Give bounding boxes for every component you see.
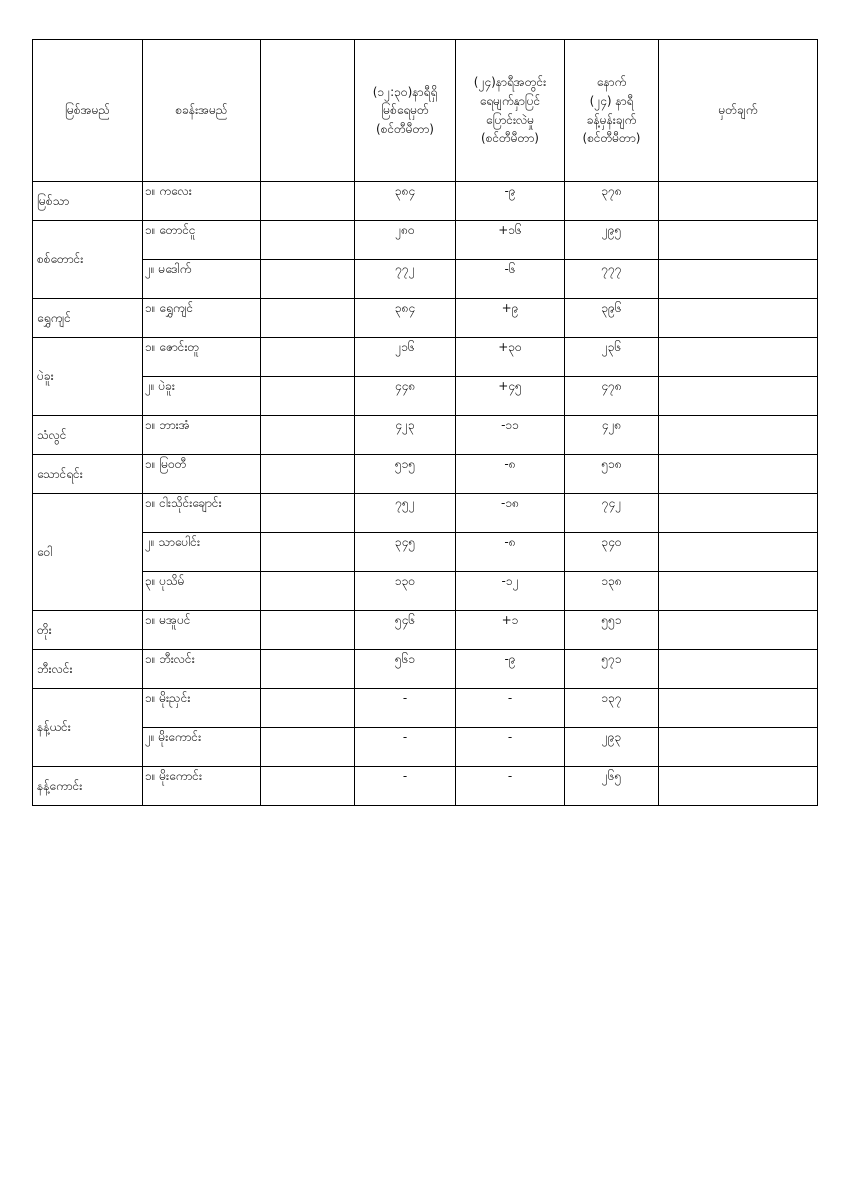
table-row <box>33 416 818 455</box>
blank-cell <box>261 416 355 455</box>
change-cell: - <box>456 728 565 767</box>
forecast-cell: ၃၇၈ <box>565 182 659 221</box>
current-level-cell: ၇၅၂ <box>355 494 456 533</box>
change-cell: +၄၅ <box>456 377 565 416</box>
table-row <box>33 650 818 689</box>
change-cell: -၉ <box>456 650 565 689</box>
header-forecast: နောက် (၂၄) နာရီ ခန့်မှန်းချက် (စင်တီမီတာ) <box>565 40 659 182</box>
table-row <box>33 611 818 650</box>
current-level-cell: - <box>355 767 456 806</box>
blank-cell <box>261 377 355 416</box>
river-name-cell: ရွှေကျင် <box>33 299 143 338</box>
header-remarks: မှတ်ချက် <box>659 40 818 182</box>
change-cell: -၈ <box>456 455 565 494</box>
forecast-cell: ၄၂၈ <box>565 416 659 455</box>
blank-cell <box>261 650 355 689</box>
change-cell: +၃၀ <box>456 338 565 377</box>
station-name-cell: ၂။ မဒေါက် <box>143 260 261 299</box>
table-row <box>33 728 818 767</box>
table-row <box>33 455 818 494</box>
remarks-cell <box>659 611 818 650</box>
change-cell: +၁၆ <box>456 221 565 260</box>
change-cell: -၁၁ <box>456 416 565 455</box>
blank-cell <box>261 533 355 572</box>
table-row <box>33 377 818 416</box>
river-name-cell: မြစ်သာ <box>33 182 143 221</box>
current-level-cell: ၁၃၀ <box>355 572 456 611</box>
river-name-cell: ဝေါ <box>33 494 143 611</box>
forecast-cell: ၂၉၃ <box>565 728 659 767</box>
forecast-cell: ၁၃၈ <box>565 572 659 611</box>
station-name-cell: ၂။ ပဲခူး <box>143 377 261 416</box>
river-name-cell: ပဲခူး <box>33 338 143 416</box>
blank-cell <box>261 221 355 260</box>
forecast-cell: ၅၇၁ <box>565 650 659 689</box>
change-cell: -၁၈ <box>456 494 565 533</box>
blank-cell <box>261 299 355 338</box>
forecast-cell: ၇၇၇ <box>565 260 659 299</box>
station-name-cell: ၁။ မိုးကောင်း <box>143 767 261 806</box>
current-level-cell: ၃၈၄ <box>355 299 456 338</box>
station-name-cell: ၁။ ကလေး <box>143 182 261 221</box>
header-current-level: (၁၂:၃၀)နာရီရှိ မြစ်ရေမှတ် (စင်တီမီတာ) <box>355 40 456 182</box>
remarks-cell <box>659 377 818 416</box>
forecast-cell: ၅၁၈ <box>565 455 659 494</box>
river-name-cell: သောင်ရင်း <box>33 455 143 494</box>
station-name-cell: ၁။ မအူပင် <box>143 611 261 650</box>
current-level-cell: ၄၂၃ <box>355 416 456 455</box>
current-level-cell: ၂၁၆ <box>355 338 456 377</box>
header-river: မြစ်အမည် <box>33 40 143 182</box>
change-cell: - <box>456 689 565 728</box>
remarks-cell <box>659 767 818 806</box>
blank-cell <box>261 260 355 299</box>
table-row <box>33 767 818 806</box>
station-name-cell: ၃။ ပုသိမ် <box>143 572 261 611</box>
river-name-cell: နန့်ယင်း <box>33 689 143 767</box>
remarks-cell <box>659 455 818 494</box>
blank-cell <box>261 338 355 377</box>
blank-cell <box>261 455 355 494</box>
table-row <box>33 182 818 221</box>
forecast-cell: ၇၄၂ <box>565 494 659 533</box>
change-cell: +၁ <box>456 611 565 650</box>
table-row <box>33 260 818 299</box>
remarks-cell <box>659 260 818 299</box>
current-level-cell: ၅၆၁ <box>355 650 456 689</box>
station-name-cell: ၁။ ဘီးလင်း <box>143 650 261 689</box>
river-level-table <box>32 39 818 806</box>
current-level-cell: - <box>355 689 456 728</box>
forecast-cell: ၂၉၅ <box>565 221 659 260</box>
remarks-cell <box>659 182 818 221</box>
change-cell: +၉ <box>456 299 565 338</box>
remarks-cell <box>659 494 818 533</box>
blank-cell <box>261 728 355 767</box>
river-name-cell: သံလွင် <box>33 416 143 455</box>
current-level-cell: ၅၁၅ <box>355 455 456 494</box>
river-name-cell: တိုး <box>33 611 143 650</box>
current-level-cell: ၇၇၂ <box>355 260 456 299</box>
table-row <box>33 689 818 728</box>
current-level-cell: ၃၄၅ <box>355 533 456 572</box>
forecast-cell: ၂၆၅ <box>565 767 659 806</box>
change-cell: -၁၂ <box>456 572 565 611</box>
table-row <box>33 572 818 611</box>
remarks-cell <box>659 299 818 338</box>
forecast-cell: ၁၃၇ <box>565 689 659 728</box>
change-cell: - <box>456 767 565 806</box>
river-name-cell: စစ်တောင်း <box>33 221 143 299</box>
current-level-cell: ၅၄၆ <box>355 611 456 650</box>
station-name-cell: ၁။ ငါးသိုင်းချောင်း <box>143 494 261 533</box>
table-row <box>33 299 818 338</box>
remarks-cell <box>659 416 818 455</box>
table-row <box>33 221 818 260</box>
station-name-cell: ၂။ သာပေါင်း <box>143 533 261 572</box>
table-row <box>33 533 818 572</box>
current-level-cell: ၃၈၄ <box>355 182 456 221</box>
river-name-cell: ဘီးလင်း <box>33 650 143 689</box>
blank-cell <box>261 572 355 611</box>
table-row <box>33 494 818 533</box>
header-row <box>33 40 818 182</box>
current-level-cell: - <box>355 728 456 767</box>
remarks-cell <box>659 533 818 572</box>
forecast-cell: ၂၃၆ <box>565 338 659 377</box>
change-cell: -၆ <box>456 260 565 299</box>
header-station: စခန်းအမည် <box>143 40 261 182</box>
station-name-cell: ၁။ တောင်ငူ <box>143 221 261 260</box>
current-level-cell: ၂၈၀ <box>355 221 456 260</box>
current-level-cell: ၄၄၈ <box>355 377 456 416</box>
table-body <box>33 182 818 806</box>
station-name-cell: ၁။ ဇောင်းတူ <box>143 338 261 377</box>
remarks-cell <box>659 689 818 728</box>
forecast-cell: ၄၇၈ <box>565 377 659 416</box>
remarks-cell <box>659 572 818 611</box>
blank-cell <box>261 494 355 533</box>
change-cell: -၈ <box>456 533 565 572</box>
header-change-24h: (၂၄)နာရီအတွင်း ရေမျက်နှာပြင် ပြောင်းလဲမှု (စင်တီမီတာ) <box>456 40 565 182</box>
forecast-cell: ၅၅၁ <box>565 611 659 650</box>
change-cell: -၉ <box>456 182 565 221</box>
station-name-cell: ၂။ မိုးကောင်း <box>143 728 261 767</box>
river-name-cell: နန့်ကောင်း <box>33 767 143 806</box>
remarks-cell <box>659 221 818 260</box>
remarks-cell <box>659 650 818 689</box>
station-name-cell: ၁။ မိုးညှင်း <box>143 689 261 728</box>
forecast-cell: ၃၄၀ <box>565 533 659 572</box>
blank-cell <box>261 182 355 221</box>
station-name-cell: ၁။ မြဝတီ <box>143 455 261 494</box>
remarks-cell <box>659 338 818 377</box>
station-name-cell: ၁။ ရွှေကျင် <box>143 299 261 338</box>
header-blank <box>261 40 355 182</box>
remarks-cell <box>659 728 818 767</box>
blank-cell <box>261 611 355 650</box>
table-row <box>33 338 818 377</box>
forecast-cell: ၃၉၆ <box>565 299 659 338</box>
blank-cell <box>261 767 355 806</box>
station-name-cell: ၁။ ဘားအံ <box>143 416 261 455</box>
blank-cell <box>261 689 355 728</box>
